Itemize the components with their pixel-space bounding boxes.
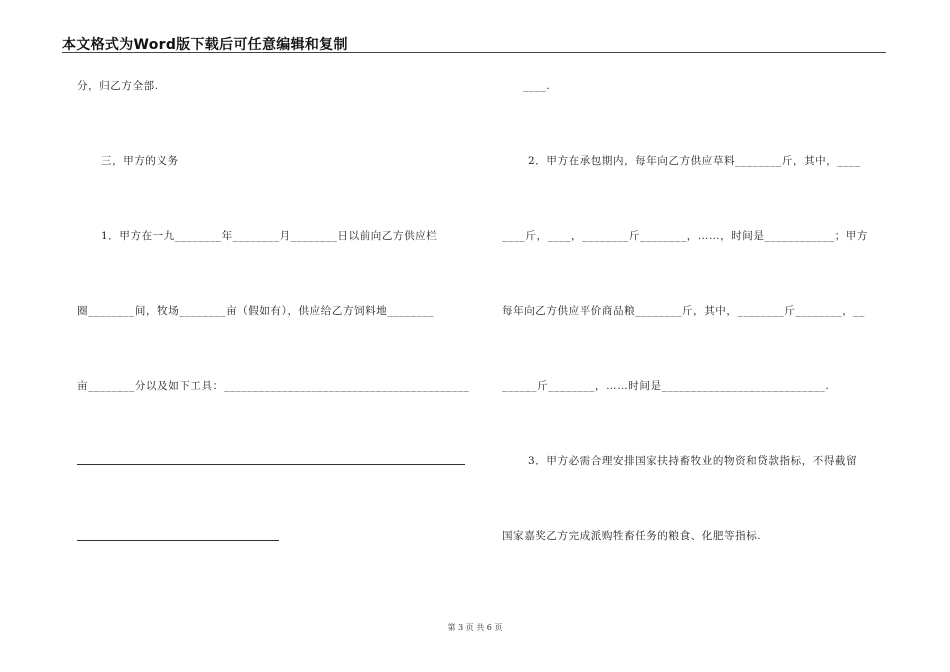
blank-fill-line-full xyxy=(77,464,465,465)
right-line-5: ______斤________，……时间是____________________________. xyxy=(502,380,830,392)
left-line-4: 圈________间，牧场________亩（假如有），供应给乙方饲料地________ xyxy=(77,305,435,317)
right-line-3: ____斤，____，________斤________，……，时间是____________；甲方 xyxy=(502,230,868,242)
right-line-4: 每年向乙方供应平价商品粮________斤，其中，________斤________，__ xyxy=(502,305,865,317)
left-line-5: 亩________分以及如下工具：__________________________________________ xyxy=(77,380,470,392)
section-heading-obligations: 三，甲方的义务 xyxy=(101,155,179,167)
blank-fill-line-short xyxy=(77,540,279,541)
right-line-1: ____. xyxy=(523,80,551,92)
right-line-7: 国家嘉奖乙方完成派购牲畜任务的粮食、化肥等指标. xyxy=(502,530,762,542)
right-clause-3: 3．甲方必需合理安排国家扶持畜牧业的物资和贷款指标，不得截留 xyxy=(528,455,858,467)
document-header-title: 本文格式为Word版下载后可任意编辑和复制 xyxy=(62,37,348,53)
left-line-1: 分，归乙方全部. xyxy=(77,80,159,92)
header-divider xyxy=(62,52,886,53)
right-clause-2: 2．甲方在承包期内，每年向乙方供应草料________斤，其中，____ xyxy=(528,155,861,167)
page-number-footer: 第 3 页 共 6 页 xyxy=(447,623,503,632)
left-clause-1: 1．甲方在一九________年________月________日以前向乙方供应栏 xyxy=(101,230,438,242)
